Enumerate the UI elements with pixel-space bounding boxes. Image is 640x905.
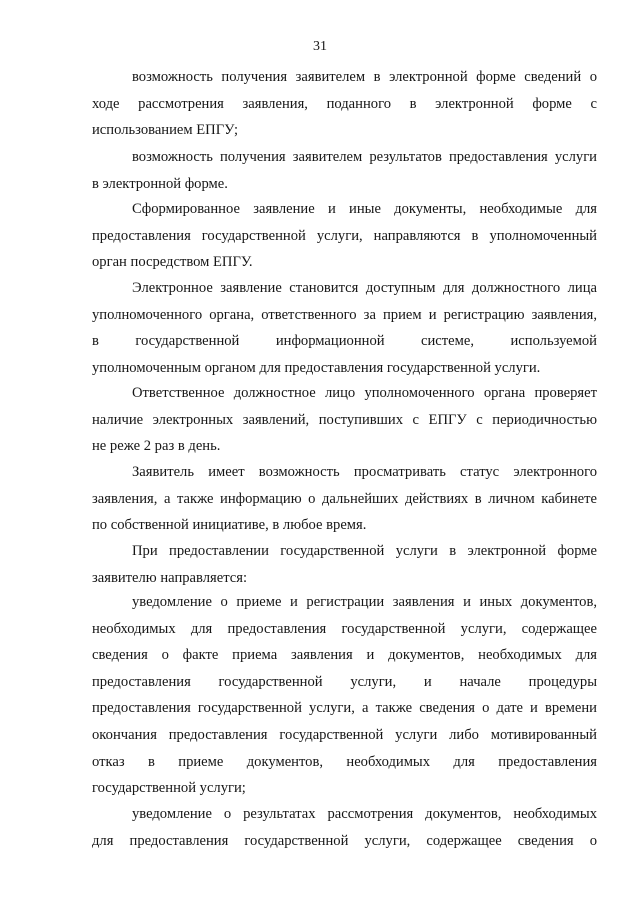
text-line: заявителю направляется: — [92, 569, 247, 586]
text-line: наличие электронных заявлений, поступивших с ЕПГУ с периодичностью — [92, 411, 597, 428]
text-line: Сформированное заявление и иные документы, необходимые для — [132, 201, 597, 217]
paragraph-electronic-info — [92, 64, 597, 144]
paragraph-applicant-status — [92, 459, 597, 539]
text-line: в электронной форме. — [92, 175, 228, 192]
text-line: уведомление о приеме и регистрации заявления и иных документов, — [132, 594, 597, 610]
text-line: использованием ЕПГУ; — [92, 122, 238, 139]
text-line: необходимых для предоставления государственной услуги, содержащее — [92, 620, 597, 637]
text-line: государственной услуги; — [92, 780, 246, 797]
text-line: сведения о факте приема заявления и документов, необходимых для — [92, 647, 597, 664]
paragraph-results-notification — [92, 801, 597, 854]
text-line: Ответственное должностное лицо уполномоченного органа проверяет — [132, 385, 597, 401]
paragraph-responsible-official — [92, 380, 597, 460]
text-line: ходе рассмотрения заявления, поданного в электронной форме с — [92, 95, 597, 112]
text-line: предоставления государственной услуги, и начале процедуры — [92, 673, 597, 690]
text-line: предоставления государственной услуги, направляются в уполномоченный — [92, 227, 597, 244]
text-line: предоставления государственной услуги, а также сведения о дате и времени — [92, 700, 597, 717]
text-line: уполномоченного органа, ответственного за прием и регистрацию заявления, — [92, 306, 597, 323]
paragraph-formed-application — [92, 196, 597, 276]
paragraph-electronic-result — [92, 144, 597, 197]
text-line: не реже 2 раз в день. — [92, 438, 221, 455]
paragraph-notifications-intro — [92, 538, 597, 591]
text-line: по собственной инициативе, в любое время. — [92, 517, 367, 534]
text-line: уведомление о результатах рассмотрения документов, необходимых — [132, 806, 597, 822]
text-line: уполномоченным органом для предоставления государственной услуги. — [92, 359, 541, 376]
text-line: При предоставлении государственной услуги в электронной форме — [132, 543, 597, 559]
text-line: в государственной информационной системе, используемой — [92, 333, 597, 350]
text-line: для предоставления государственной услуги, содержащее сведения о — [92, 832, 597, 849]
text-line: орган посредством ЕПГУ. — [92, 254, 253, 271]
text-line: Заявитель имеет возможность просматривать статус электронного — [132, 464, 597, 480]
text-line: окончания предоставления государственной услуги либо мотивированный — [92, 726, 597, 743]
text-line: Электронное заявление становится доступным для должностного лица — [132, 280, 597, 296]
text-line: отказ в приеме документов, необходимых для предоставления — [92, 753, 597, 770]
text-line: возможность получения заявителем в электронной форме сведений о — [132, 69, 597, 85]
text-line: заявления, а также информацию о дальнейших действиях в личном кабинете — [92, 490, 597, 507]
paragraph-receipt-notification — [92, 589, 597, 802]
paragraph-electronic-application — [92, 275, 597, 381]
text-line: возможность получения заявителем результатов предоставления услуги — [132, 149, 597, 165]
page-number: 31 — [313, 39, 327, 54]
